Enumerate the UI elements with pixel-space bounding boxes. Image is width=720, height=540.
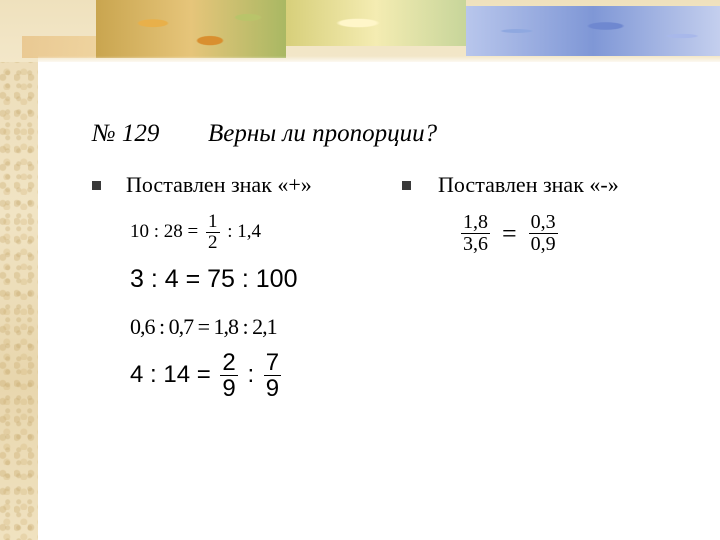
proportion-2: 3 : 4 = 75 : 100 — [130, 265, 298, 293]
proportion-1-fraction — [206, 212, 220, 253]
proportion-1 — [130, 212, 261, 253]
proportion-5-fraction-1 — [461, 212, 490, 255]
fraction-numerator: 1,8 — [463, 211, 488, 233]
fraction-denominator: 3,6 — [463, 233, 488, 255]
column-label-minus: Поставлен знак «-» — [438, 172, 619, 197]
banner-fade — [38, 56, 720, 64]
column-label-plus: Поставлен знак «+» — [126, 172, 312, 197]
fraction-denominator: 9 — [222, 375, 236, 403]
fraction-denominator: 0,9 — [530, 233, 556, 255]
decorative-banner — [0, 0, 720, 62]
proportion-4-fraction-1 — [220, 350, 237, 401]
proportion-5-fraction-2 — [529, 212, 558, 255]
fraction-numerator: 1 — [208, 211, 218, 232]
proportion-1-right: : 1,4 — [227, 220, 262, 242]
banner-blue-flowers — [466, 6, 720, 56]
fraction-numerator: 0,3 — [530, 211, 556, 233]
proportion-5 — [458, 212, 561, 255]
proportion-3: 0,6 : 0,7 = 1,8 : 2,1 — [130, 314, 277, 339]
proportion-4 — [130, 350, 284, 401]
task-question: Верны ли пропорции? — [208, 120, 438, 147]
fraction-denominator: 2 — [208, 231, 218, 253]
task-number: № 129 — [92, 120, 160, 147]
proportion-4-left: 4 : 14 = — [130, 361, 211, 389]
fraction-denominator: 9 — [265, 375, 280, 403]
parchment-border — [0, 0, 38, 540]
banner-light-leaves — [286, 0, 466, 46]
equals-sign: = — [502, 218, 517, 248]
square-bullet-icon — [92, 181, 101, 190]
proportion-4-colon: : — [247, 361, 255, 389]
square-bullet-icon — [402, 181, 411, 190]
fraction-numerator: 7 — [265, 349, 280, 376]
proportion-1-left: 10 : 28 = — [130, 220, 199, 242]
fraction-numerator: 2 — [222, 349, 236, 376]
proportion-4-fraction-2 — [264, 350, 281, 401]
banner-autumn-leaves — [96, 0, 286, 58]
